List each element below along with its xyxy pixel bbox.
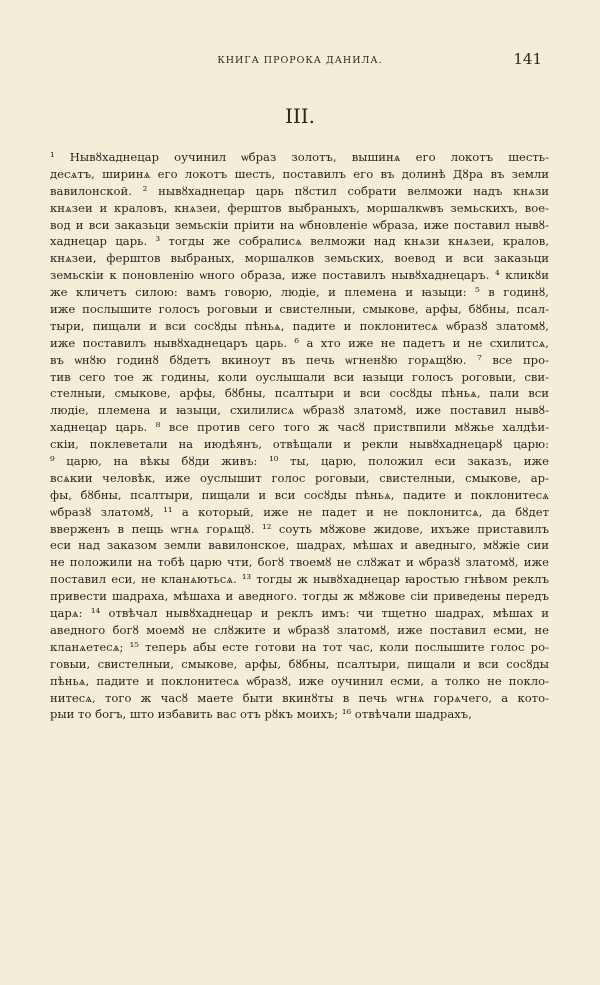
text-line: говыи, свистелныи, смыкове, арфы, бȣбны, псалтыри, пищали и вси сосȣды [50, 656, 549, 671]
text-line: стелныи, смыкове, арфы, бȣбны, псалтыри и вси сосȣды пѣньѧ, пали вси [50, 386, 549, 401]
text-line: всѧкии человѣк, иже оуслышит голос роговыи, свистелныи, смыкове, ар- [50, 470, 549, 485]
text-line: ⁹ царю, на вѣкы бȣди живъ: ¹⁰ ты, царю, положил еси заказъ, иже [50, 454, 549, 469]
text-line: тыри, пищали и вси сосȣды пѣньѧ, падите и поклонитесѧ ѡбразȣ златомȣ, [50, 318, 549, 333]
page-number: 141 [513, 50, 542, 68]
text-line: хаднецар царь. ⁸ все против сего того ж часȣ приствпили мȣжье халдѣи- [50, 420, 549, 435]
text-line: же кличетъ силою: вамъ говорю, людіе, и племена и ꙗзыци: ⁵ в годинȣ, [50, 285, 549, 300]
text-line: царѧ: ¹⁴ отвѣчал нывȣхаднецар и реклъ имъ: чи тщетно шадрах, мѣшах и [50, 606, 549, 621]
text-line: иже послышите голосъ роговыи и свистелныи, смыкове, арфы, бȣбны, псал- [50, 302, 549, 317]
text-line: десѧтъ, ширинѧ его локотъ шесть, поставилъ его въ долинѣ Дȣра въ земли [50, 166, 549, 181]
text-line: ѡбразȣ златомȣ, ¹¹ а который, иже не падет и не поклонитсѧ, да бȣдет [50, 504, 549, 519]
text-line: пѣньѧ, падите и поклонитесѧ ѡбразȣ, иже оучинил есми, а толко не покло- [50, 673, 549, 688]
text-line: въ ѡнȣю годинȣ бȣдетъ вкиноут въ печь ѡгненȣю горѧщȣю. ⁷ все про- [50, 352, 549, 367]
text-line: вверженъ в пещь ѡгнѧ горѧщȣ. ¹² соуть мȣжове жидове, ихъже приставилъ [50, 521, 549, 536]
text-line: еси над заказом земли вавилонское, шадрах, мѣшах и аведныго, мȣжіе сии [50, 538, 549, 553]
text-line: людіе, племена и ꙗзыци, схилилисѧ ѡбразȣ златомȣ, иже поставил нывȣ- [50, 403, 549, 418]
text-line: кланѧетесѧ; ¹⁵ теперь абы есте готови на тот час, коли послышите голос ро- [50, 639, 549, 654]
text-line: фы, бȣбны, псалтыри, пищали и вси сосȣды пѣньѧ, падите и поклонитесѧ [50, 487, 549, 502]
text-line: скіи, поклеветали на июдѣянъ, отвѣщали и рекли нывȣхаднецарȣ царю: [50, 437, 549, 452]
text-line: ¹ Нывȣхаднецар оучинил ѡбраз золотъ, вышинѧ его локотъ шесть- [50, 150, 549, 164]
text-line: земьскіи к поновленію ѡного образа, иже поставилъ нывȣхаднецаръ. ⁴ кликȣи [50, 268, 549, 283]
text-line: поставил еси, не кланѧютьсѧ. ¹³ тогды ж нывȣхаднецар ꙗростью гнѣвом реклъ [50, 572, 549, 587]
body-text [50, 149, 549, 723]
text-line: хаднецар царь. ³ тогды же собралисѧ велможи над кнѧзи кнѧзеи, кралов, [50, 234, 549, 249]
text-line: иже поставилъ нывȣхаднецаръ царь. ⁶ а хто иже не падетъ и не схилитсѧ, [50, 335, 549, 350]
text-line: нитесѧ, того ж часȣ маете быти вкинȣты в печь ѡгнѧ горѧчего, а кото- [50, 690, 549, 705]
text-line: не положили на тобѣ царю чти, богȣ твоемȣ не слȣжат и ѡбразȣ златомȣ, иже [50, 555, 549, 570]
text-line: тив сего тое ж годины, коли оуслышали вси ꙗзыци голосъ роговыи, сви- [50, 369, 549, 384]
chapter-heading: III. [284, 104, 316, 128]
text-line: аведного богȣ моемȣ не слȣжите и ѡбразȣ златомȣ, иже поставил есми, не [50, 622, 549, 637]
text-line: привести шадраха, мѣшаха и аведного. тогды ж мȣжове сіи приведены передъ [50, 589, 549, 604]
text-line: рыи то богъ, што избавить вас отъ рȣкъ моихъ; ¹⁶ отвѣчали шадрахъ, [50, 707, 472, 722]
text-line: вод и вси заказьци земьскіи пріити на ѡбновленіе ѡбраза, иже поставил нывȣ- [50, 217, 549, 232]
text-line: кнѧзеи и краловъ, кнѧзеи, ферштов выбраныхъ, моршалкѡвъ земьскихъ, вое- [50, 200, 549, 215]
text-line: кнѧзеи, ферштов выбраных, моршалков земьских, воевод и вси заказьци [50, 251, 549, 266]
text-line: вавилонской. ² нывȣхаднецар царь пȣстил собрати велможи надъ кнѧзи [50, 183, 549, 198]
running-title: КНИГА ПРОРОКА ДАНИЛА. [217, 55, 383, 66]
